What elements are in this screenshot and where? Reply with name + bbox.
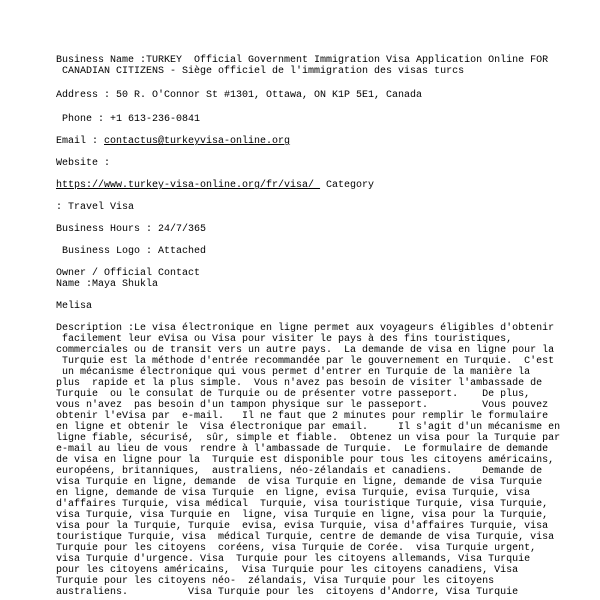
address: Address : 50 R. O'Connor St #1301, Ottawa, ON K1P 5E1, Canada (56, 90, 423, 101)
description-line: facilement leur eVisa ou Visa pour visiter le pays à des fins touristiques, (56, 334, 513, 345)
category-value: : Travel Visa (56, 202, 135, 213)
description-line: Turquie pour les citoyens coréens, visa Turquie de Corée. visa Turquie urgent, (56, 543, 537, 554)
email-row (56, 136, 550, 147)
business-logo: Business Logo : Attached (56, 246, 207, 257)
description-line: de visa en ligne pour la Turquie est disponible pour tous les citoyens américains, (56, 455, 555, 466)
website-row (56, 180, 550, 191)
description-line: obtenir l'eVisa par e-mail. Il ne faut que 2 minutes pour remplir le formulaire (56, 411, 549, 422)
description-line: visa pour la Turquie, Turquie evisa, evisa Turquie, visa d'affaires Turquie, visa (56, 521, 549, 532)
description-line: visa Turquie en ligne, demande de visa Turquie en ligne, demande de visa Turquie (56, 477, 543, 488)
description-line: Turquie ou le consulat de Turquie ou de présenter votre passeport. De plus, (56, 389, 531, 400)
description-line: ligne fiable, sécurisé, sûr, simple et fiable. Obtenez un visa pour la Turquie par (56, 433, 561, 444)
owner-surname: Melisa (56, 301, 93, 312)
description-line: touristique Turquie, visa médical Turquie, centre de demande de visa Turquie, visa (56, 532, 555, 543)
email-link[interactable]: contactus@turkeyvisa-online.org (104, 136, 291, 147)
description-line: visa Turquie d'urgence. Visa Turquie pour les citoyens allemands, Visa Turquie (56, 554, 531, 565)
description-line: Turquie est la méthode d'entrée recommandée par le gouvernement en Turquie. C'est (56, 356, 555, 367)
owner-contact (56, 268, 550, 290)
category-label: Category (320, 180, 375, 191)
description-line: Turquie pour les citoyens néo- zélandais, Visa Turquie pour les citoyens (56, 576, 495, 587)
description-line: européens, britanniques, australiens, néo-zélandais et canadiens. Demande de (56, 466, 543, 477)
description-line: e-mail au lieu de vous rendre à l'ambassade de Turquie. Le formulaire de demande (56, 444, 549, 455)
description-line: un mécanisme électronique qui vous permet d'entrer en Turquie de la manière la (56, 367, 531, 378)
business-hours: Business Hours : 24/7/365 (56, 224, 207, 235)
business-name (56, 55, 550, 77)
description-line: vous n'avez pas besoin d'un tampon physique sur le passeport. Vous pouvez (56, 400, 549, 411)
phone: Phone : +1 613-236-0841 (56, 114, 201, 125)
business-name-line: CANADIAN CITIZENS - Siège officiel de l'immigration des visas turcs (56, 66, 465, 77)
description-line: en ligne et obtenir le Visa électronique par email. Il s'agit d'un mécanisme en (56, 422, 561, 433)
description-line: visa Turquie, visa Turquie en ligne, visa Turquie en ligne, visa pour la Turquie, (56, 510, 549, 521)
owner-name: Name :Maya Shukla (56, 279, 159, 290)
business-name-line: Business Name :TURKEY Official Government Immigration Visa Application Online FOR (56, 55, 549, 66)
description-line: pour les citoyens américains, Visa Turquie pour les citoyens canadiens, Visa (56, 565, 519, 576)
website-label: Website : (56, 158, 111, 169)
description-line: Description :Le visa électronique en ligne permet aux voyageurs éligibles d'obtenir (56, 323, 555, 334)
description-line: d'affaires Turquie, visa médical Turquie, visa touristique Turquie, visa Turquie, (56, 499, 549, 510)
description-line: en ligne, demande de visa Turquie en ligne, evisa Turquie, evisa Turquie, visa (56, 488, 531, 499)
description-line: plus rapide et la plus simple. Vous n'avez pas besoin de visiter l'ambassade de (56, 378, 543, 389)
description-line: commerciales ou de transit vers un autre pays. La demande de visa en ligne pour la (56, 345, 555, 356)
description (56, 323, 561, 598)
owner-line: Owner / Official Contact (56, 268, 201, 279)
website-link[interactable]: https://www.turkey-visa-online.org/fr/visa/ (56, 180, 321, 191)
description-line: australiens. Visa Turquie pour les citoyens d'Andorre, Visa Turquie (56, 587, 519, 598)
email-label: Email : (56, 136, 105, 147)
